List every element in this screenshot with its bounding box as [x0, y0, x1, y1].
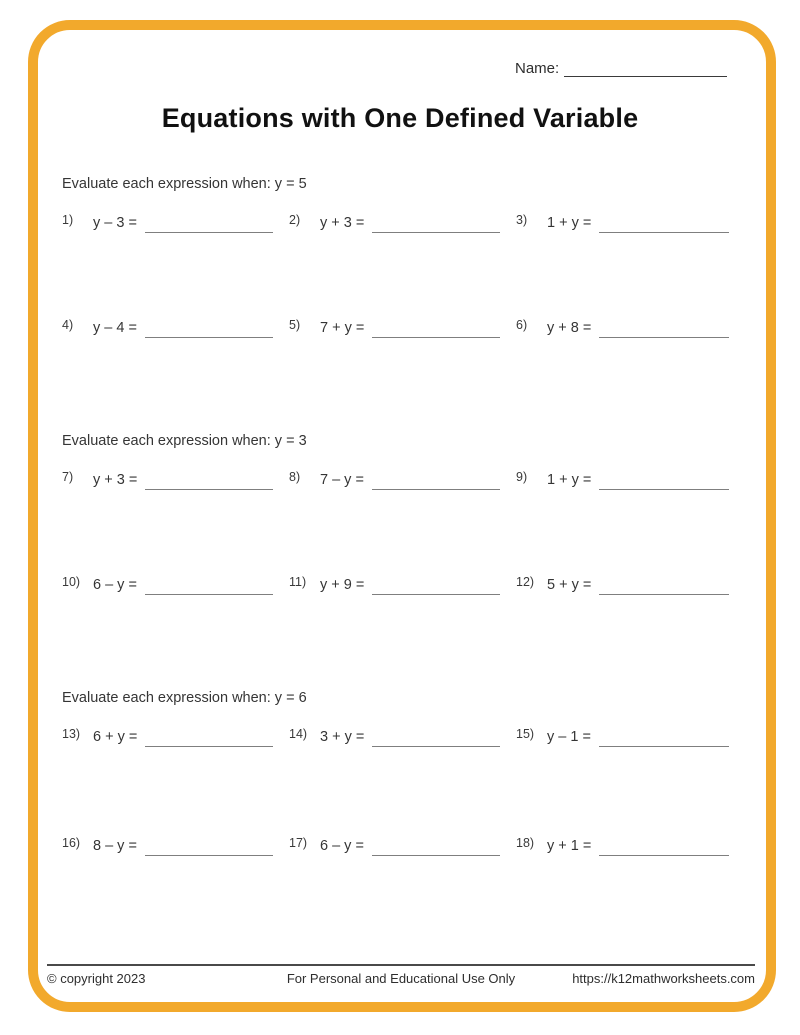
problem-expression: 6 – y =: [320, 838, 364, 854]
problem: [516, 470, 731, 490]
problem: [289, 318, 516, 338]
problem-expression: y – 3 =: [93, 215, 137, 231]
problem-expression: 8 – y =: [93, 838, 137, 854]
problem: [62, 213, 289, 233]
problem-expression: y – 1 =: [547, 729, 591, 745]
problem: [289, 836, 516, 856]
problem-number: 2): [289, 213, 301, 227]
answer-blank: [145, 470, 273, 490]
section-instruction: Evaluate each expression when: y = 5: [62, 176, 307, 192]
answer-blank: [372, 575, 500, 595]
problem: [62, 575, 289, 595]
answer-blank: [599, 575, 729, 595]
answer-blank: [599, 727, 729, 747]
problem-number: 18): [516, 836, 535, 850]
problem-number: 3): [516, 213, 528, 227]
problem: [516, 836, 731, 856]
problem: [289, 575, 516, 595]
worksheet-border: [28, 20, 776, 1012]
problem-expression: y – 4 =: [93, 320, 137, 336]
problem: [516, 727, 731, 747]
problem-expression: 1 + y =: [547, 472, 592, 488]
problem-number: 14): [289, 727, 308, 741]
problem: [62, 836, 289, 856]
problem-expression: 5 + y =: [547, 577, 592, 593]
name-blank-line: [564, 60, 727, 77]
answer-blank: [145, 727, 273, 747]
footer: [47, 971, 755, 986]
problem-expression: 6 – y =: [93, 577, 137, 593]
problem-number: 17): [289, 836, 308, 850]
problem-number: 10): [62, 575, 81, 589]
problem-expression: y + 3 =: [93, 472, 138, 488]
answer-blank: [372, 727, 500, 747]
problem-number: 13): [62, 727, 81, 741]
problem-expression: y + 9 =: [320, 577, 365, 593]
problem-expression: y + 3 =: [320, 215, 365, 231]
section-instruction: Evaluate each expression when: y = 3: [62, 433, 307, 449]
problem-expression: 3 + y =: [320, 729, 365, 745]
problem-number: 7): [62, 470, 74, 484]
problem-expression: y + 8 =: [547, 320, 592, 336]
problem-expression: 1 + y =: [547, 215, 592, 231]
answer-blank: [599, 470, 729, 490]
problem-expression: y + 1 =: [547, 838, 592, 854]
problem-row: [62, 727, 731, 747]
problem-number: 12): [516, 575, 535, 589]
answer-blank: [145, 318, 273, 338]
answer-blank: [599, 213, 729, 233]
footer-usage: For Personal and Educational Use Only: [286, 971, 516, 986]
answer-blank: [372, 318, 500, 338]
problem-number: 16): [62, 836, 81, 850]
problem-row: [62, 575, 731, 595]
problem-expression: 7 – y =: [320, 472, 364, 488]
problem: [516, 318, 731, 338]
answer-blank: [145, 575, 273, 595]
problem-row: [62, 213, 731, 233]
problem-expression: 6 + y =: [93, 729, 138, 745]
problem: [62, 318, 289, 338]
problem: [62, 470, 289, 490]
problem-number: 5): [289, 318, 301, 332]
footer-url: https://k12mathworksheets.com: [572, 971, 755, 986]
answer-blank: [145, 836, 273, 856]
footer-copyright: © copyright 2023: [47, 971, 146, 986]
problem-row: [62, 318, 731, 338]
answer-blank: [599, 318, 729, 338]
problem: [62, 727, 289, 747]
problem-number: 11): [289, 575, 307, 589]
problem-number: 15): [516, 727, 535, 741]
answer-blank: [372, 213, 500, 233]
answer-blank: [372, 836, 500, 856]
answer-blank: [145, 213, 273, 233]
problem-row: [62, 470, 731, 490]
section-instruction: Evaluate each expression when: y = 6: [62, 690, 307, 706]
problem-row: [62, 836, 731, 856]
name-field: [515, 60, 727, 77]
name-label: Name:: [515, 60, 560, 77]
answer-blank: [599, 836, 729, 856]
page-title: Equations with One Defined Variable: [161, 103, 639, 133]
answer-blank: [372, 470, 500, 490]
problem-number: 8): [289, 470, 301, 484]
problem-number: 9): [516, 470, 528, 484]
problem: [516, 575, 731, 595]
problem-expression: 7 + y =: [320, 320, 365, 336]
problem-number: 1): [62, 213, 74, 227]
problem: [289, 727, 516, 747]
problem-number: 6): [516, 318, 528, 332]
problem: [289, 470, 516, 490]
problem: [516, 213, 731, 233]
footer-divider: [47, 964, 755, 966]
problem-number: 4): [62, 318, 74, 332]
problem: [289, 213, 516, 233]
